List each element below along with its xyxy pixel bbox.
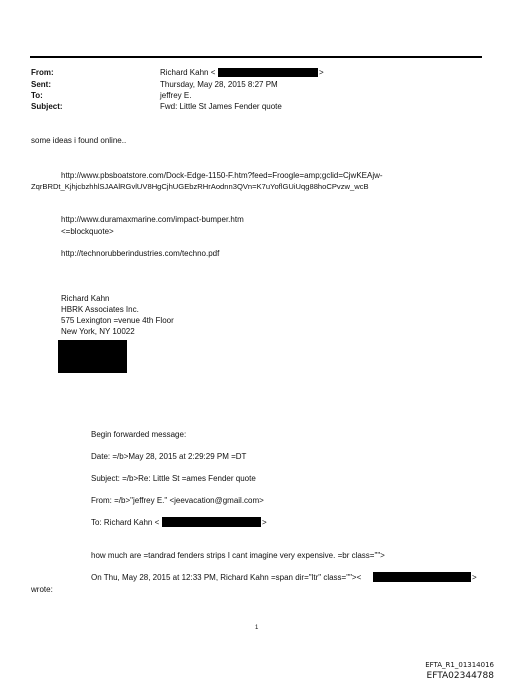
link-duramaxmarine[interactable]: http://www.duramaxmarine.com/impact-bumper.htm xyxy=(61,215,244,224)
sent-value: Thursday, May 28, 2015 8:27 PM xyxy=(160,80,278,89)
forwarded-begin: Begin forwarded message: xyxy=(91,430,187,439)
forwarded-wrote: wrote: xyxy=(31,585,53,594)
page-number: 1 xyxy=(255,625,259,631)
forwarded-on-line: On Thu, May 28, 2015 at 12:33 PM, Richard Kahn =span dir="ltr" class="">< xyxy=(91,573,362,582)
from-bracket: > xyxy=(319,68,324,77)
redaction-from-email xyxy=(218,68,318,77)
redaction-signature xyxy=(58,340,127,373)
signature-name: Richard Kahn xyxy=(61,294,110,303)
signature-address: 575 Lexington =venue 4th Floor xyxy=(61,316,174,325)
subject-value: Fwd: Little St James Fender quote xyxy=(160,102,282,111)
redaction-to-email xyxy=(162,517,261,527)
signature-company: HBRK Associates Inc. xyxy=(61,305,139,314)
forwarded-on-bracket: > xyxy=(472,573,477,582)
forwarded-message: how much are =tandrad fenders strips I cant imagine very expensive. =br class=""> xyxy=(91,551,385,560)
signature-city: New York, NY 10022 xyxy=(61,327,135,336)
link-pbsboatstore-cont[interactable]: ZqrBRDt_KjhjcbzhhlSJAAlRGvlUV8HgCjhUGEbzRHrAodnn3QVn=K7uYoflGUiUqg88hoCPvzw_wcB xyxy=(31,182,369,191)
footer-code-1: EFTA_R1_01314016 xyxy=(425,661,494,669)
forwarded-to: To: Richard Kahn < xyxy=(91,518,160,527)
link-technorubber[interactable]: http://technorubberindustries.com/techno.pdf xyxy=(61,249,220,258)
blockquote-text: <=blockquote> xyxy=(61,227,114,236)
redaction-on-email xyxy=(373,572,471,582)
forwarded-date: Date: =/b>May 28, 2015 at 2:29:29 PM =DT xyxy=(91,452,247,461)
forwarded-to-bracket: > xyxy=(262,518,267,527)
to-label: To: xyxy=(31,91,43,100)
footer-code-2: EFTA02344788 xyxy=(426,671,494,681)
sent-label: Sent: xyxy=(31,80,51,89)
from-label: From: xyxy=(31,68,54,77)
from-value: Richard Kahn < xyxy=(160,68,216,77)
subject-label: Subject: xyxy=(31,102,63,111)
header-divider xyxy=(30,56,482,58)
forwarded-from: From: =/b>"jeffrey E." <jeevacation@gmail.com> xyxy=(91,496,264,505)
intro-text: some ideas i found online.. xyxy=(31,136,127,145)
link-pbsboatstore[interactable]: http://www.pbsboatstore.com/Dock-Edge-1150-F.htm?feed=Froogle=amp;gclid=CjwKEAjw- xyxy=(61,171,383,180)
forwarded-subject: Subject: =/b>Re: Little St =ames Fender quote xyxy=(91,474,256,483)
to-value: jeffrey E. xyxy=(160,91,192,100)
